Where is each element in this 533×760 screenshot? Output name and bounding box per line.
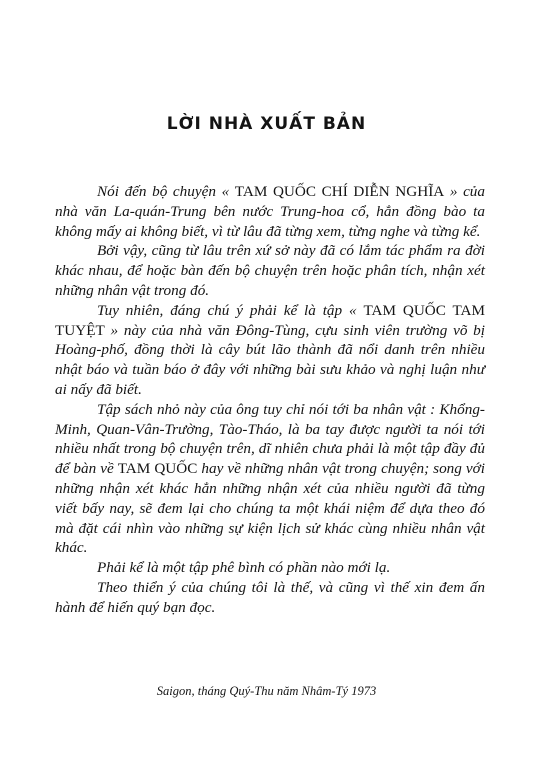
book-title-tam-quoc-chi-dien-nghia: TAM QUỐC CHÍ DIỄN NGHĨA (234, 183, 445, 200)
paragraph-text: Phải kể là một tập phê bình có phần nào mới lạ. (97, 559, 391, 577)
paragraph-6 (55, 578, 485, 618)
paragraph-text: Tuy nhiên, đáng chú ý phải kể là tập « (97, 301, 364, 319)
place-date-signature: Saigon, tháng Quý-Thu năm Nhâm-Tý 1973 (156, 684, 377, 698)
preface-body (55, 182, 485, 618)
paragraph-2 (55, 241, 485, 300)
paragraph-5 (55, 558, 485, 578)
paragraph-text: hay về những nhân vật trong chuyện; song với những nhận xét khác hẳn những nhận xét của nhiều người đã từng viết bấy nay, sẽ đem lại cho chúng ta một khái niệm để dựa theo đó mà đặt cái nhìn vào những sự kiện lịch sử khác cùng nhiều nhân vật khác. (55, 460, 485, 557)
paragraph-text: Bởi vậy, cũng từ lâu trên xứ sở này đã có lắm tác phẩm ra đời khác nhau, để hoặc bàn đến bộ chuyện trên hoặc phân tích, nhận xét những nhân vật trong đó. (55, 242, 485, 299)
paragraph-1 (55, 182, 485, 241)
paragraph-text: Nói đến bộ chuyện « (97, 183, 235, 200)
paragraph-text: Theo thiển ý của chúng tôi là thế, và cũng vì thế xin đem ấn hành để hiến quý bạn đọc. (55, 578, 485, 616)
paragraph-3 (55, 301, 485, 400)
book-title-tam-quoc: TAM QUỐC (117, 460, 198, 478)
paragraph-text: » của nhà văn La-quán-Trung bên nước Trung-hoa cổ, hẳn đồng bào ta không mấy ai không biết, vì từ lâu đã từng xem, từng nghe và từng kể. (55, 183, 485, 240)
paragraph-4 (55, 400, 485, 558)
paragraph-text: Tập sách nhỏ này của ông tuy chỉ nói tới ba nhân vật : Khổng-Minh, Quan-Vân-Trường, Tào-Tháo, là ba tay được người ta nói tới nhiều nhất trong bộ chuyện trên, dĩ nhiên chưa phải là một tập đầy đủ để bàn về (55, 400, 485, 478)
book-title-tam-quoc-tam-tuyet: TAM QUỐC TAM TUYỆT (55, 301, 486, 339)
paragraph-text: » này của nhà văn Đông-Tùng, cựu sinh viên trường võ bị Hoàng-phố, đồng thời là cây bút lão thành đã nổi danh trên nhiều nhật báo và tuần báo ở đây với những bài sưu khảo và nghị luận như ai nấy đã biết. (55, 321, 485, 398)
page-title: LỜI NHÀ XUẤT BẢN (166, 114, 367, 134)
